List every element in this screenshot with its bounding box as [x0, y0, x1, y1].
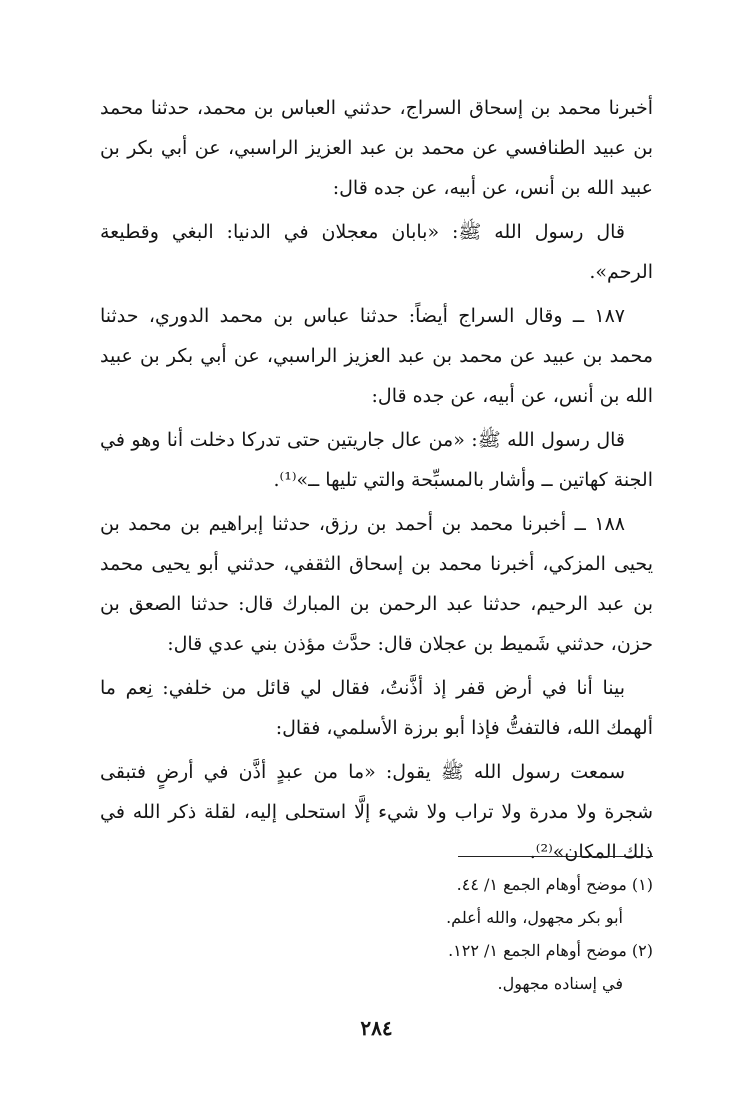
- footnote-1: (١) موضح أوهام الجمع ١/ ٤٤.: [456, 875, 653, 894]
- footnote-2: (٢) موضح أوهام الجمع ١/ ١٢٢.: [448, 941, 653, 960]
- paragraph-188-story: بينا أنا في أرض قفر إذ أذَّنتُ، فقال لي قائل من خلفي: نِعم ما ألهمك الله، فالتفتُّ فإذا أبو برزة الأسلمي، فقال:: [100, 677, 653, 739]
- book-page: [0, 88, 753, 1099]
- footnotes: [100, 868, 653, 1000]
- footnote-divider: [458, 856, 653, 857]
- paragraph-hadith-1: قال رسول الله ﷺ: «بابان معجلان في الدنيا: البغي وقطيعة الرحم».: [100, 221, 653, 283]
- footnote-1-note: أبو بكر مجهول، والله أعلم.: [446, 908, 623, 927]
- paragraph-188-isnad: ١٨٨ ــ أخبرنا محمد بن أحمد بن رزق، حدثنا إبراهيم بن محمد بن يحيى المزكي، أخبرنا محمد بن إسحاق الثقفي، حدثني أبو يحيى محمد بن عبد الرحيم، حدثنا عبد الرحمن بن المبارك قال: حدثنا الصعق بن حزن، حدثني شَميط بن عجلان قال: حدَّث مؤذن بني عدي قال:: [100, 513, 653, 655]
- footnote-2-note: في إسناده مجهول.: [497, 974, 623, 993]
- paragraph-188-hadith: سمعت رسول الله ﷺ يقول: «ما من عبدٍ أذَّن في أرضٍ فتبقى شجرة ولا مدرة ولا تراب ولا شيء إلَّا استحلى إليه، لقلة ذكر الله في ذلك المكان»⁽²⁾.: [100, 761, 653, 863]
- paragraph-isnad-1: أخبرنا محمد بن إسحاق السراج، حدثني العباس بن محمد، حدثنا محمد بن عبيد الطنافسي عن محمد بن عبد العزيز الراسبي، عن أبي بكر بن عبيد الله بن أنس، عن أبيه، عن جده قال:: [100, 97, 653, 199]
- paragraph-187-hadith: قال رسول الله ﷺ: «من عال جاريتين حتى تدركا دخلت أنا وهو في الجنة كهاتين ــ وأشار بالمسبِّحة والتي تليها ــ»⁽¹⁾.: [100, 429, 653, 491]
- main-text: [100, 88, 653, 872]
- page-number: ٢٨٤: [360, 1016, 393, 1040]
- paragraph-187-isnad: ١٨٧ ــ وقال السراج أيضاً: حدثنا عباس بن محمد الدوري، حدثنا محمد بن عبيد عن محمد بن عبد العزيز الراسبي، عن أبي بكر بن عبيد الله بن أنس، عن أبيه، عن جده قال:: [100, 305, 653, 407]
